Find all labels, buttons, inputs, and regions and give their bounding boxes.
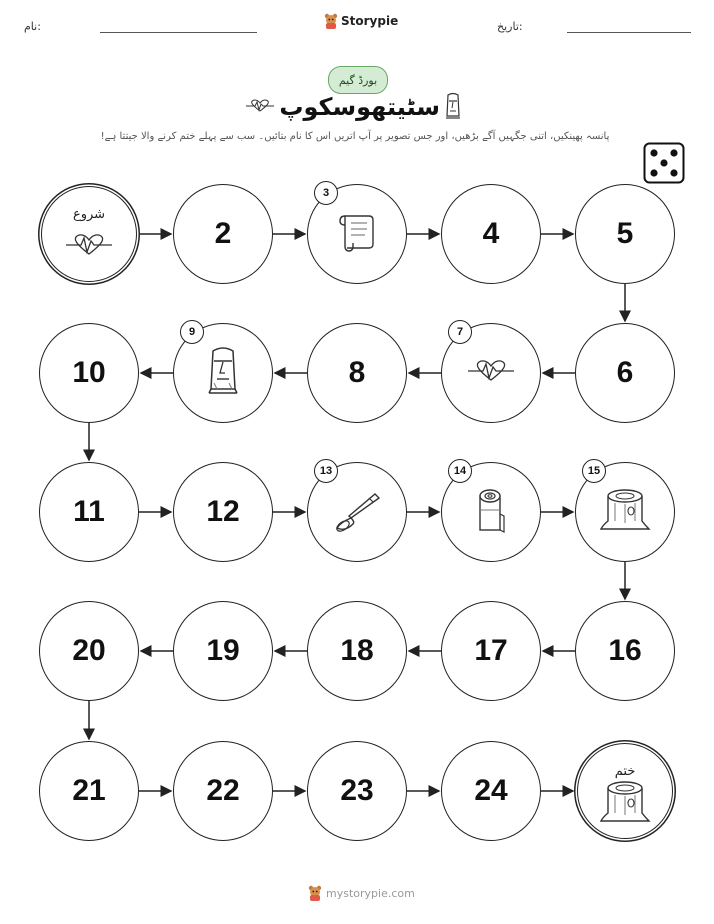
number-space-10[interactable] (39, 323, 139, 423)
name-label: نام: (24, 20, 41, 33)
number-space-5[interactable] (575, 184, 675, 284)
paper-roll-icon (474, 484, 508, 540)
picture-space-3[interactable] (307, 184, 407, 284)
picture-space-13[interactable] (307, 462, 407, 562)
moai-icon (205, 345, 241, 401)
space-number-tag: 7 (448, 320, 472, 344)
space-number: 20 (72, 634, 106, 667)
number-space-23[interactable] (307, 741, 407, 841)
name-line[interactable] (100, 32, 257, 33)
footer-url[interactable]: mystorypie.com (326, 886, 415, 900)
space-number-tag: 3 (314, 181, 338, 205)
number-space-21[interactable] (39, 741, 139, 841)
space-number: 21 (72, 774, 106, 807)
start-space[interactable] (41, 186, 137, 282)
space-number: 22 (206, 774, 240, 807)
space-number: 17 (474, 634, 508, 667)
bear-icon (324, 13, 338, 29)
picture-space-14[interactable] (441, 462, 541, 562)
moai-icon (444, 92, 462, 120)
start-label: شروع (72, 207, 106, 222)
space-number: 11 (73, 495, 105, 528)
number-space-4[interactable] (441, 184, 541, 284)
space-number: 8 (348, 356, 366, 389)
number-space-11[interactable] (39, 462, 139, 562)
space-number: 19 (206, 634, 240, 667)
space-number: 2 (214, 217, 232, 250)
finish-label: ختم (614, 764, 636, 779)
picture-space-9[interactable] (173, 323, 273, 423)
number-space-18[interactable] (307, 601, 407, 701)
number-space-19[interactable] (173, 601, 273, 701)
brand-name: Storypie (341, 14, 399, 28)
page-title: سٹیتھوسکوپ (279, 93, 440, 121)
space-number: 5 (616, 217, 634, 250)
space-number-tag: 13 (314, 459, 338, 483)
space-number: 12 (206, 495, 240, 528)
heartbeat-icon (468, 358, 514, 388)
date-line[interactable] (567, 32, 691, 33)
space-number: 10 (72, 356, 106, 389)
finish-space[interactable] (577, 743, 673, 839)
number-space-24[interactable] (441, 741, 541, 841)
space-number: 4 (482, 217, 500, 250)
number-space-12[interactable] (173, 462, 273, 562)
dice-icon[interactable] (643, 142, 685, 184)
space-number: 18 (340, 634, 374, 667)
space-number-tag: 14 (448, 459, 472, 483)
footer (308, 885, 415, 901)
number-space-22[interactable] (173, 741, 273, 841)
space-number: 6 (616, 356, 634, 389)
picture-space-15[interactable] (575, 462, 675, 562)
heartbeat-icon (246, 98, 274, 114)
tree-stump-icon (599, 779, 651, 829)
space-number: 23 (340, 774, 374, 807)
space-number: 16 (608, 634, 642, 667)
number-space-2[interactable] (173, 184, 273, 284)
space-number-tag: 15 (582, 459, 606, 483)
scroll-icon (333, 208, 381, 260)
tree-stump-icon (599, 487, 651, 537)
horn-icon (331, 488, 383, 536)
picture-space-7[interactable] (441, 323, 541, 423)
bear-icon (308, 885, 322, 901)
instructions-text: پانسہ پھینکیں، اتنی جگہیں آگے بڑھیں، اور جس تصویر پر آپ اتریں اس کا نام بتائیں۔ سب سے پہلے ختم کرنے والا جیتتا ہے! (100, 131, 610, 142)
space-number-tag: 9 (180, 320, 204, 344)
date-label: تاریخ: (497, 20, 523, 33)
brand-logo (324, 13, 398, 29)
number-space-16[interactable] (575, 601, 675, 701)
space-number: 24 (474, 774, 508, 807)
heartbeat-icon (66, 232, 112, 262)
number-space-8[interactable] (307, 323, 407, 423)
number-space-6[interactable] (575, 323, 675, 423)
number-space-20[interactable] (39, 601, 139, 701)
number-space-17[interactable] (441, 601, 541, 701)
category-badge: بورڈ گیم (328, 66, 388, 94)
